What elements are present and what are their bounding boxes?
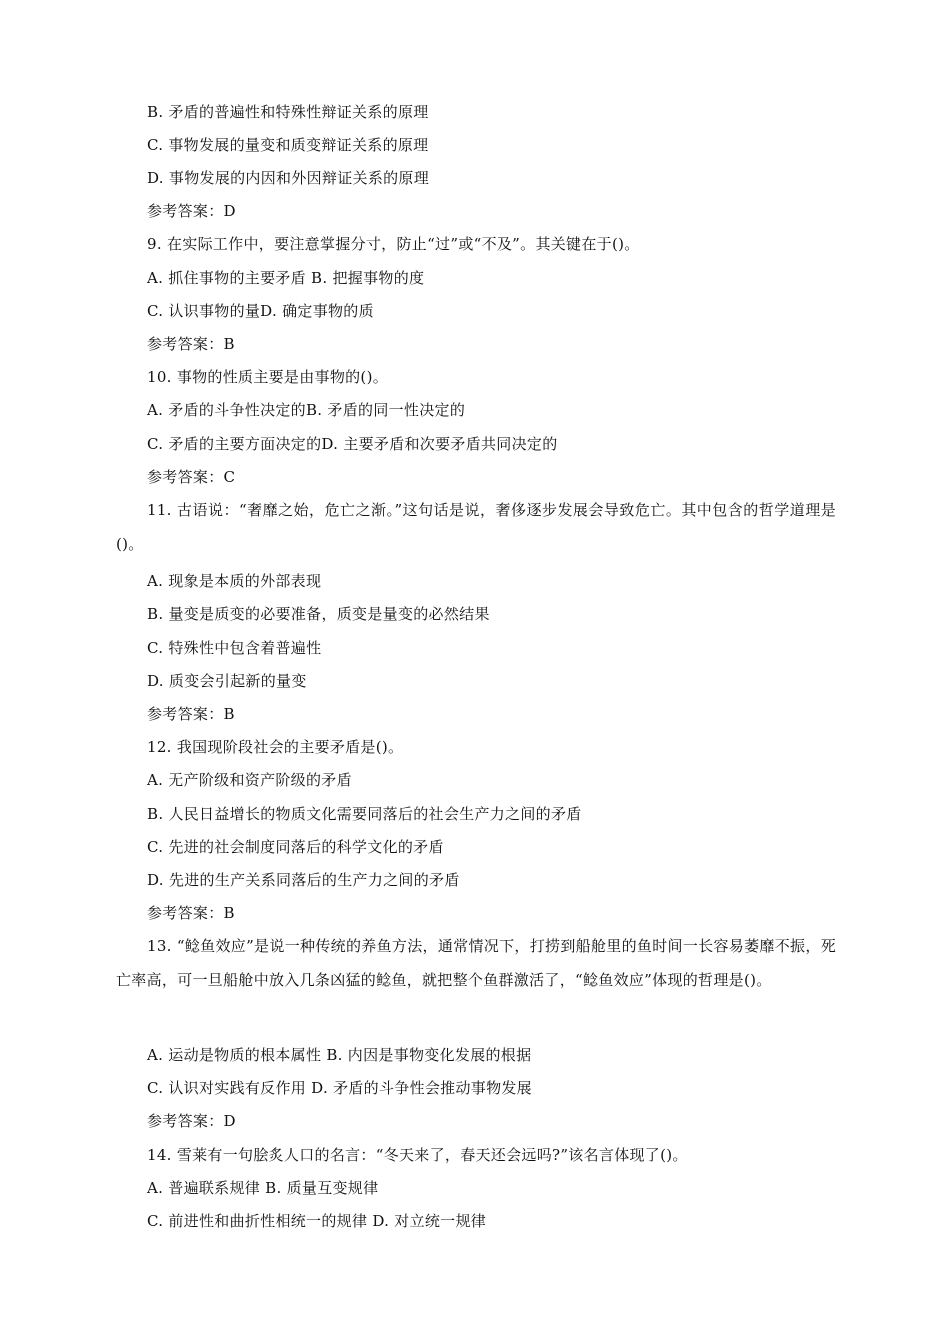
question-line: 10. 事物的性质主要是由事物的()。 xyxy=(147,368,389,386)
answer-line: 参考答案：B xyxy=(147,904,235,922)
option-line: A. 矛盾的斗争性决定的B. 矛盾的同一性决定的 xyxy=(147,401,466,419)
option-line: A. 普遍联系规律 B. 质量互变规律 xyxy=(147,1179,379,1197)
option-line: C. 特殊性中包含着普遍性 xyxy=(147,639,322,657)
option-line: B. 量变是质变的必要准备，质变是量变的必然结果 xyxy=(147,605,490,623)
question-line: 14. 雪莱有一句脍炙人口的名言：“冬天来了，春天还会远吗?”该名言体现了()。 xyxy=(147,1146,688,1164)
option-line: A. 无产阶级和资产阶级的矛盾 xyxy=(147,771,352,789)
option-line: D. 质变会引起新的量变 xyxy=(147,672,307,690)
option-line: C. 事物发展的量变和质变辩证关系的原理 xyxy=(147,136,429,154)
question-line: 12. 我国现阶段社会的主要矛盾是()。 xyxy=(147,738,404,756)
option-line: C. 前进性和曲折性相统一的规律 D. 对立统一规律 xyxy=(147,1212,487,1230)
option-line: A. 现象是本质的外部表现 xyxy=(147,572,322,590)
option-line: C. 认识对实践有反作用 D. 矛盾的斗争性会推动事物发展 xyxy=(147,1079,532,1097)
answer-line: 参考答案：D xyxy=(147,202,236,220)
answer-line: 参考答案：B xyxy=(147,335,235,353)
option-line: A. 抓住事物的主要矛盾 B. 把握事物的度 xyxy=(147,269,425,287)
option-line: B. 人民日益增长的物质文化需要同落后的社会生产力之间的矛盾 xyxy=(147,805,582,823)
answer-line: 参考答案：B xyxy=(147,705,235,723)
question-line: 9. 在实际工作中，要注意掌握分寸，防止“过”或“不及”。其关键在于()。 xyxy=(147,235,640,253)
answer-line: 参考答案：C xyxy=(147,468,236,486)
option-line: B. 矛盾的普遍性和特殊性辩证关系的原理 xyxy=(147,103,429,121)
option-line: D. 事物发展的内因和外因辩证关系的原理 xyxy=(147,169,430,187)
option-line: C. 矛盾的主要方面决定的D. 主要矛盾和次要矛盾共同决定的 xyxy=(147,435,558,453)
option-line: C. 先进的社会制度同落后的科学文化的矛盾 xyxy=(147,838,444,856)
question-paragraph: 11. 古语说：“奢靡之始，危亡之渐。”这句话是说，奢侈逐步发展会导致危亡。其中包含的哲学道理是()。 xyxy=(116,501,836,553)
option-line: D. 先进的生产关系同落后的生产力之间的矛盾 xyxy=(147,871,460,889)
answer-line: 参考答案：D xyxy=(147,1112,236,1130)
option-line: A. 运动是物质的根本属性 B. 内因是事物变化发展的根据 xyxy=(147,1046,532,1064)
question-paragraph: 13. “鲶鱼效应”是说一种传统的养鱼方法，通常情况下，打捞到船舱里的鱼时间一长容易萎靡不振，死亡率高，可一旦船舱中放入几条凶猛的鲶鱼，就把整个鱼群激活了，“鲶鱼效应”体现的哲理是()。 xyxy=(116,937,836,989)
option-line: C. 认识事物的量D. 确定事物的质 xyxy=(147,302,374,320)
